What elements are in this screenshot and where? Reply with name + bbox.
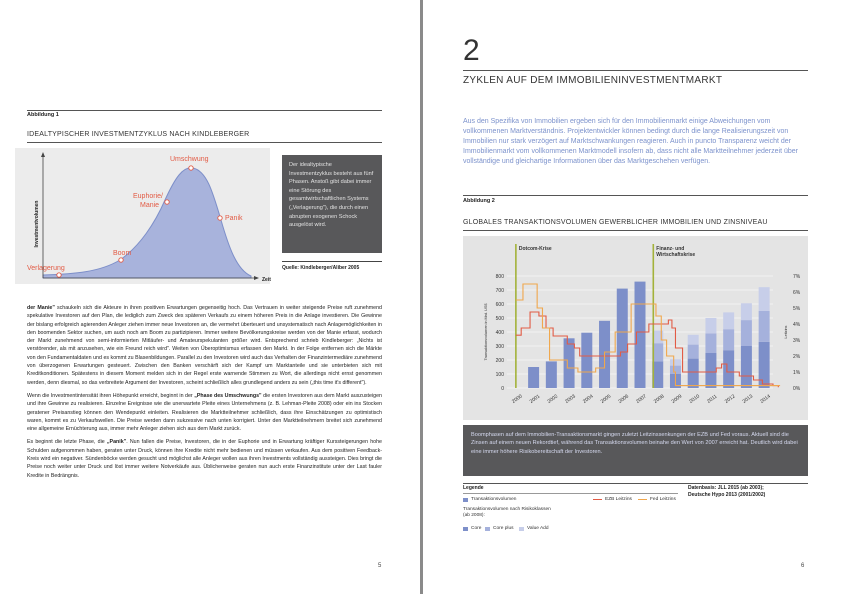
right-page xyxy=(423,0,843,594)
bar-transaction-2004 xyxy=(581,333,592,388)
divider xyxy=(463,195,808,196)
x-tick-label: 2011 xyxy=(706,393,719,405)
y-tick-label: 400 xyxy=(495,330,504,336)
y-tick-label: 300 xyxy=(495,344,504,350)
transaction-chart xyxy=(463,236,808,420)
divider xyxy=(463,230,808,231)
x-tick-label: 2014 xyxy=(759,393,772,405)
data-source-1: Datenbasis: JLL 2015 (ab 2003); xyxy=(688,485,764,491)
figure-label: Abbildung 1 xyxy=(27,112,59,118)
bar-core-plus-2010 xyxy=(688,345,699,359)
bar-transaction-2006 xyxy=(617,289,628,388)
legend-item-ezb xyxy=(593,497,632,502)
x-tick-label: 2004 xyxy=(581,393,595,405)
legend-title: Legende xyxy=(463,485,484,491)
phase-label-verlagerung: Verlagerung xyxy=(27,265,65,272)
divider xyxy=(27,110,382,111)
y-tick-label: 800 xyxy=(495,274,504,280)
chapter-title: ZYKLEN AUF DEM IMMOBILIENINVESTMENTMARKT xyxy=(463,75,723,86)
legend-swatch xyxy=(638,499,647,500)
legend-risk-note: Transaktionsvolumen nach Risikoklassen (ab 2008): xyxy=(463,507,551,518)
legend-item-value-add xyxy=(519,526,549,531)
annotation-label: Dotcom-Krise xyxy=(518,246,552,252)
divider xyxy=(463,483,808,484)
bar-core-2014 xyxy=(759,342,770,388)
legend-swatch xyxy=(593,499,602,500)
y-tick-label: 600 xyxy=(495,302,504,308)
y-tick-label: 0 xyxy=(501,386,504,392)
divider xyxy=(463,493,678,494)
paragraph-2 xyxy=(27,392,382,433)
legend-label: EZB Leitzins xyxy=(605,497,632,502)
divider xyxy=(463,70,808,71)
figure-title: IDEALTYPISCHER INVESTMENTZYKLUS NACH KINDLEBERGER xyxy=(27,131,250,138)
x-tick-label: 2001 xyxy=(528,393,542,405)
bar-value-add-2013 xyxy=(741,303,752,320)
legend-swatch xyxy=(519,527,524,531)
phase-marker-panik xyxy=(218,216,222,220)
data-source-2: Deutsche Hypo 2013 (2001/2002) xyxy=(688,492,766,498)
phase-marker-boom xyxy=(119,258,123,262)
x-tick-label: 2007 xyxy=(635,393,648,405)
x-tick-label: 2006 xyxy=(617,393,630,405)
bar-value-add-2014 xyxy=(759,287,770,311)
y2-tick-label: 4% xyxy=(793,322,801,328)
bar-value-add-2012 xyxy=(723,312,734,329)
intro-text: Aus den Spezifika von Immobilien ergeben sich für den Immobilienmarkt einige Abweichungen vom vollkommenen Marktverständnis. Projektentwickler können bedingt durch die lange Realisierungszeit von Immobilien nur stark verzögert auf Marktschwankungen reagieren. Auch in puncto Transparenz weicht der Immobilienmarkt vom vollkommenen Marktmodell insofern ab, dass nicht alle Marktteilnehmer jederzeit über vollständige und gleichartige Informationen über das Marktgeschehen verfügen. xyxy=(463,118,798,165)
bar-core-2011 xyxy=(705,353,716,388)
y-tick-label: 500 xyxy=(495,316,504,322)
legend-swatch xyxy=(463,527,468,531)
bar-core-plus-2014 xyxy=(759,311,770,342)
legend-swatch xyxy=(485,527,490,531)
explanation-box: Der idealtypische Investmentzyklus besteht aus fünf Phasen. Anstoß gibt dabei immer eine Störung des gesamtwirtschaftlichen Systems („Verlagerung"), die durch einen abrupten exogenen Schock ausgelöst wird. xyxy=(282,155,382,253)
paragraph-text: schaukeln sich die Akteure in ihren positiven Erwartungen gegenseitig hoch. Das Vertrauen in weiter steigende Preise ruft zunehmend spekulative Investoren auf den Plan, die lediglich zum Zweck des späteren Verkaufs zu einem höheren Preis in die Anlage investieren. Die Gewinne der bislang erfolgreich agierenden Anleger ziehen immer neue Investoren an, die vermehrt überteuert und unsystematisch nach Anlagemöglichkeiten in den boomenden Sektor suchen, um auch noch am Boom zu partizipieren. Immer weitere Bevölkerungskreise werden von der Manie erfasst, wodurch der Markt zunehmend von semi-informierten Mitläufer- und Amateurspekulanten größer wird. Entsprechend schrieb Kindleberger: „Nichts ist verstörender, als mit anzusehen, wie ein Freund reich wird". Weiten von Überoptimismus erfassen den Markt. In der Folge entfernen sich die Märkte von den Fundamentaldaten und es kommt zu Blasenbildungen. Parallel zu den Investoren wird auch das Verhalten der Finanzintermediäre zunehmend von überzogenen Erwartungen gesteuert. Zwischen den Banken verschärft sich der Kampf um Marktanteile und sie unterbieten sich mit Kreditkonditionen. Spätestens in diesem Moment melden sich in der Regel erste warnende Stimmen zu Wort, die allerdings nicht ernst genommen werden, denn diesmal, so das verbreitete Argument der Investoren, scheint schließlich alles grundlegend anders zu sein („this time it's different"). xyxy=(27,305,382,386)
legend-swatch xyxy=(463,498,468,502)
y2-tick-label: 2% xyxy=(793,354,801,360)
x-tick-label: 2009 xyxy=(670,393,684,405)
x-tick-label: 2005 xyxy=(599,393,613,405)
paragraph-3 xyxy=(27,438,382,479)
x-tick-label: 2002 xyxy=(546,393,560,405)
bar-value-add-2010 xyxy=(688,335,699,345)
bar-core-2013 xyxy=(741,346,752,388)
legend-label: Value Add xyxy=(527,526,549,531)
x-tick-label: 2003 xyxy=(564,393,577,405)
figure-title: GLOBALES TRANSAKTIONSVOLUMEN GEWERBLICHER IMMOBILIEN UND ZINSNIVEAU xyxy=(463,219,768,226)
phase-label-umschwung: Umschwung xyxy=(170,156,209,163)
bar-core-plus-2012 xyxy=(723,329,734,350)
bar-core-plus-2013 xyxy=(741,320,752,346)
legend-item-core-plus xyxy=(485,526,514,531)
bar-transaction-2002 xyxy=(546,361,557,388)
legend-label: Core xyxy=(471,526,482,531)
legend-item-fed xyxy=(638,497,676,502)
body-text xyxy=(27,304,382,485)
figure-source: Quelle: Kindleberger/Aliber 2005 xyxy=(282,265,360,271)
y2-tick-label: 1% xyxy=(793,370,801,376)
bar-value-add-2011 xyxy=(705,318,716,333)
y2-tick-label: 0% xyxy=(793,386,801,392)
annotation-label xyxy=(656,246,695,258)
bar-transaction-2003 xyxy=(564,338,575,388)
phase-label-panik: Panik xyxy=(225,215,243,222)
x-tick-label: 2010 xyxy=(688,393,701,405)
paragraph-lead: der Manie" xyxy=(27,305,55,311)
paragraph-pre: Wenn die Investmentintensität ihren Höhepunkt erreicht, beginnt in der xyxy=(27,392,195,399)
y-tick-label: 100 xyxy=(495,372,504,378)
y2-tick-label: 7% xyxy=(793,274,801,280)
page-number: 5 xyxy=(378,563,382,569)
cycle-xlabel: Zeit xyxy=(262,277,271,283)
divider xyxy=(27,142,382,143)
y-tick-label: 700 xyxy=(495,288,504,294)
phase-label-boom: Boom xyxy=(113,250,132,257)
phase-label-euphorie-1: Euphorie/ xyxy=(133,193,163,200)
bar-core-plus-2011 xyxy=(705,333,716,353)
y2-tick-label: 3% xyxy=(793,338,801,344)
phase-marker-umschwung xyxy=(189,166,193,170)
page-number: 6 xyxy=(801,563,805,569)
divider xyxy=(282,261,382,262)
paragraph-lead: „Phase des Umschwungs" xyxy=(194,392,262,399)
legend-label: Transaktionsvolumen xyxy=(471,497,517,502)
paragraph-pre: Es beginnt die letzte Phase, die xyxy=(27,439,107,446)
x-tick-label: 2008 xyxy=(652,393,666,405)
annotation-label-line: Finanz- und xyxy=(656,246,685,252)
annotation-label-line: Wirtschaftskrise xyxy=(656,252,696,258)
chapter-number: 2 xyxy=(463,34,480,67)
y-axis-label: Transaktionsvolumen in Mrd. US$ xyxy=(484,303,488,361)
phase-label-euphorie-2: Manie xyxy=(140,202,160,209)
chart-panel xyxy=(463,236,808,420)
phase-marker-euphorie xyxy=(165,200,169,204)
chart-caption-box: Boomphasen auf dem Immobilien-Transaktionsmarkt gingen zuletzt Leitzinssenkungen der EZB und Fed voraus. Aktuell sind die Zinsen auf einem neuen Rekordtief, während das Transaktionsvolumen beinahe den Wert von 2007 erreicht hat. Deutlich wird dabei eine immer höhere Risikobereitschaft der Investoren. xyxy=(463,425,808,476)
paragraph-1 xyxy=(27,304,382,387)
cycle-diagram xyxy=(15,148,270,284)
bar-transaction-2001 xyxy=(528,367,539,388)
bar-core-2012 xyxy=(723,350,734,388)
phase-marker-verlagerung xyxy=(57,273,61,277)
left-page xyxy=(0,0,420,594)
paragraph-lead: „Panik" xyxy=(106,439,127,446)
x-tick-label: 2012 xyxy=(723,393,737,405)
y-tick-label: 200 xyxy=(495,358,504,364)
y2-axis-label: Leitzins xyxy=(784,325,788,339)
y2-tick-label: 5% xyxy=(793,306,801,312)
legend-item-transaction xyxy=(463,497,516,502)
bar-core-2010 xyxy=(688,359,699,388)
paragraph-text: . Nun fallen die Preise, Investoren, die in der Euphorie und in Erwartung kräftiger Kurssteigerungen hohe Schulden aufgenommen haben, geraten unter Druck, können ihre Kredite nicht mehr bedienen und müssen verkaufen. Aus dem positiven Feedback-Kreis wird ein negativer. Sündenböcke werden gesucht und möglichst alle Anleger wollen aus ihren Investments vollständig aussteigen. Dies bringt die Preise noch weiter unter Druck und löst immer weitere Notverkäufe aus. Üblicherweise geraten nun auch erste Finanzinstitute unter der Last fauler Kredite in Bedrängnis. xyxy=(27,439,382,479)
y2-tick-label: 6% xyxy=(793,290,801,296)
legend-label: Fed Leitzins xyxy=(650,497,676,502)
bar-value-add-2009 xyxy=(670,359,681,365)
x-tick-label: 2013 xyxy=(741,393,755,405)
legend-item-core xyxy=(463,526,481,531)
x-tick-label: 2000 xyxy=(511,393,524,405)
legend-label: Core plus xyxy=(493,526,514,531)
paragraph-text: die ersten Investoren aus dem Markt auszusteigen und ihre Gewinne zu realisieren. Einzelne Ereignisse wie die unerwartete Pleite eines Unternehmens (z. B. Lehman-Pleite 2008) oder ein ins Stocken geratener Preisanstieg können den Wendepunkt einleiten. Realisieren die Marktteilnehmer schließlich, dass ihre Einschätzungen zu optimistisch waren, kommt es zu Verkaufswellen. Die Preise werden dann sukzessive nach unten korrigiert. Unter den Marktteilnehmern breitet sich zunehmend eine allgemeine Ernüchterung aus, immer mehr Anleger ziehen sich aus dem Markt zurück. xyxy=(27,392,382,433)
cycle-ylabel: Investmentvolumen xyxy=(34,200,40,248)
figure-label: Abbildung 2 xyxy=(463,198,495,204)
